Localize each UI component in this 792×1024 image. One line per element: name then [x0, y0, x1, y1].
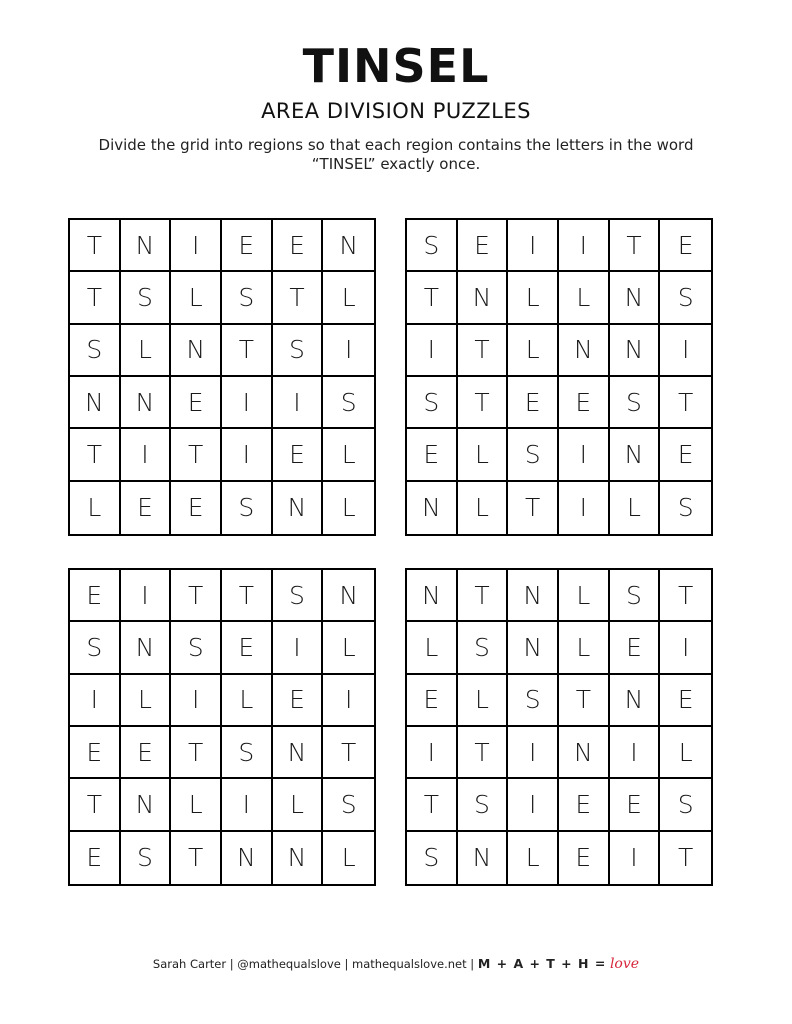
- grid-cell: I: [508, 220, 559, 272]
- grid-cell: L: [323, 272, 374, 324]
- grid-cell: I: [222, 779, 273, 831]
- grid-cell: S: [222, 482, 273, 534]
- puzzle-grid-1: [68, 218, 376, 536]
- grid-cell: E: [508, 377, 559, 429]
- grid-cell: N: [323, 220, 374, 272]
- grid-cell: S: [222, 272, 273, 324]
- grid-cell: S: [660, 779, 711, 831]
- instructions-text: Divide the grid into regions so that each region contains the letters in the word “TINSEL” exactly once.: [98, 136, 694, 173]
- grid-cell: T: [458, 377, 509, 429]
- grid-cell: N: [458, 832, 509, 884]
- grid-cell: S: [407, 220, 458, 272]
- grid-cell: I: [70, 675, 121, 727]
- grid-cell: S: [407, 832, 458, 884]
- grid-cell: L: [273, 779, 324, 831]
- grid-cell: E: [273, 675, 324, 727]
- grid-cell: S: [508, 429, 559, 481]
- grid-cell: N: [407, 482, 458, 534]
- grid-cell: N: [273, 727, 324, 779]
- grid-cell: T: [70, 220, 121, 272]
- grid-cell: L: [559, 272, 610, 324]
- grid-cell: S: [508, 675, 559, 727]
- grid-cell: I: [121, 570, 172, 622]
- grid-cell: E: [171, 377, 222, 429]
- grid-cell: S: [222, 727, 273, 779]
- grid-cell: N: [70, 377, 121, 429]
- grid-cell: L: [121, 325, 172, 377]
- grid-cell: S: [458, 779, 509, 831]
- grid-cell: I: [559, 429, 610, 481]
- grid-cell: N: [559, 325, 610, 377]
- grid-cell: S: [70, 622, 121, 674]
- grid-cell: E: [222, 220, 273, 272]
- grid-cell: I: [610, 832, 661, 884]
- grid-cell: T: [171, 727, 222, 779]
- grid-cell: E: [121, 482, 172, 534]
- grid-cell: L: [559, 622, 610, 674]
- grid-cell: N: [610, 429, 661, 481]
- grid-cell: E: [660, 675, 711, 727]
- footer-brand: M + A + T + H =: [477, 956, 607, 971]
- grid-cell: S: [273, 325, 324, 377]
- grid-cell: N: [610, 675, 661, 727]
- footer-separator: |: [470, 957, 475, 971]
- grid-cell: N: [171, 325, 222, 377]
- grid-cell: L: [660, 727, 711, 779]
- puzzle-grid-3: [68, 568, 376, 886]
- grid-cell: S: [323, 377, 374, 429]
- grid-cell: L: [70, 482, 121, 534]
- grid-cell: E: [559, 832, 610, 884]
- grid-cell: T: [458, 727, 509, 779]
- page-title: TINSEL: [302, 39, 490, 93]
- grid-cell: N: [121, 220, 172, 272]
- footer-handle: @mathequalslove: [237, 957, 341, 971]
- grid-cell: T: [559, 675, 610, 727]
- grid-cell: S: [323, 779, 374, 831]
- grid-cell: T: [70, 779, 121, 831]
- footer-separator: |: [229, 957, 234, 971]
- grid-cell: I: [323, 325, 374, 377]
- grid-cell: I: [273, 377, 324, 429]
- grid-cell: N: [508, 622, 559, 674]
- grid-cell: S: [273, 570, 324, 622]
- grid-cell: S: [677, 493, 694, 523]
- grid-cell: N: [458, 272, 509, 324]
- grid-cell: S: [610, 377, 661, 429]
- grid-cell: N: [121, 779, 172, 831]
- grid-cell: I: [171, 220, 222, 272]
- grid-cell: E: [70, 570, 121, 622]
- grid-cell: E: [273, 220, 324, 272]
- footer-author: Sarah Carter: [152, 957, 227, 971]
- grid-cell: T: [678, 843, 694, 873]
- grid-cell: I: [660, 622, 711, 674]
- grid-cell: T: [222, 570, 273, 622]
- grid-cell: S: [70, 325, 121, 377]
- grid-cell: L: [171, 779, 222, 831]
- grid-cell: I: [273, 622, 324, 674]
- grid-cell: I: [171, 675, 222, 727]
- grid-cell: L: [341, 493, 356, 523]
- grid-cell: I: [660, 325, 711, 377]
- grid-cell: L: [171, 272, 222, 324]
- puzzle-grid-4: [405, 568, 713, 886]
- grid-cell: T: [660, 377, 711, 429]
- grid-cell: L: [610, 482, 661, 534]
- grid-cell: S: [407, 377, 458, 429]
- grid-cell: E: [121, 727, 172, 779]
- grid-cell: S: [610, 570, 661, 622]
- grid-cell: S: [660, 272, 711, 324]
- grid-cell: I: [121, 429, 172, 481]
- grid-cell: I: [407, 727, 458, 779]
- grid-cell: I: [222, 377, 273, 429]
- grid-cell: N: [559, 727, 610, 779]
- grid-cell: I: [559, 220, 610, 272]
- grid-cell: N: [407, 570, 458, 622]
- grid-cell: N: [610, 325, 661, 377]
- grid-cell: N: [508, 570, 559, 622]
- grid-cell: E: [559, 779, 610, 831]
- grid-cell: T: [273, 272, 324, 324]
- grid-cell: T: [407, 779, 458, 831]
- grid-cell: S: [171, 622, 222, 674]
- grid-cell: N: [121, 622, 172, 674]
- grid-cell: E: [273, 429, 324, 481]
- grid-cell: S: [458, 622, 509, 674]
- grid-cell: I: [559, 482, 610, 534]
- grid-cell: L: [559, 570, 610, 622]
- grid-cell: T: [323, 727, 374, 779]
- grid-cell: T: [407, 272, 458, 324]
- grid-cell: L: [323, 429, 374, 481]
- grid-cell: E: [70, 832, 121, 884]
- grid-cell: N: [121, 377, 172, 429]
- grid-cell: S: [121, 272, 172, 324]
- grid-cell: N: [273, 482, 324, 534]
- grid-cell: I: [508, 727, 559, 779]
- grid-cell: E: [660, 429, 711, 481]
- grid-cell: T: [70, 429, 121, 481]
- grid-cell: T: [458, 325, 509, 377]
- page-subtitle: AREA DIVISION PUZZLES: [261, 99, 531, 123]
- grid-cell: T: [171, 570, 222, 622]
- grid-cell: S: [121, 832, 172, 884]
- footer-separator: |: [344, 957, 349, 971]
- grid-cell: T: [458, 570, 509, 622]
- grid-cell: I: [323, 675, 374, 727]
- grid-cell: L: [458, 675, 509, 727]
- grid-cell: N: [222, 832, 273, 884]
- grid-cell: L: [508, 325, 559, 377]
- grid-cell: L: [508, 272, 559, 324]
- puzzle-grid-2: [405, 218, 713, 536]
- grid-cell: T: [508, 482, 559, 534]
- grid-cell: E: [171, 482, 222, 534]
- grid-cell: N: [273, 832, 324, 884]
- grid-cell: T: [660, 570, 711, 622]
- grid-cell: E: [458, 220, 509, 272]
- grid-cell: E: [70, 727, 121, 779]
- grid-cell: E: [407, 675, 458, 727]
- footer-love-logo: love: [609, 956, 640, 972]
- grid-cell: L: [458, 482, 509, 534]
- grid-cell: L: [341, 843, 356, 873]
- grid-cell: T: [222, 325, 273, 377]
- grid-cell: E: [407, 429, 458, 481]
- grid-cell: E: [559, 377, 610, 429]
- grid-cell: I: [508, 779, 559, 831]
- grid-cell: E: [610, 622, 661, 674]
- grid-cell: L: [458, 429, 509, 481]
- grid-cell: E: [660, 220, 711, 272]
- grid-cell: L: [323, 622, 374, 674]
- footer-site-link[interactable]: mathequalslove.net: [352, 957, 467, 971]
- grid-cell: E: [610, 779, 661, 831]
- grid-cell: T: [610, 220, 661, 272]
- grid-cell: E: [222, 622, 273, 674]
- grid-cell: L: [407, 622, 458, 674]
- grid-cell: T: [171, 429, 222, 481]
- grid-cell: T: [171, 832, 222, 884]
- grid-cell: L: [222, 675, 273, 727]
- grid-cell: L: [121, 675, 172, 727]
- grid-cell: I: [407, 325, 458, 377]
- grid-cell: I: [222, 429, 273, 481]
- grid-cell: L: [508, 832, 559, 884]
- grid-cell: N: [610, 272, 661, 324]
- grid-cell: I: [610, 727, 661, 779]
- footer: [0, 956, 792, 972]
- grid-cell: T: [70, 272, 121, 324]
- grid-cell: N: [323, 570, 374, 622]
